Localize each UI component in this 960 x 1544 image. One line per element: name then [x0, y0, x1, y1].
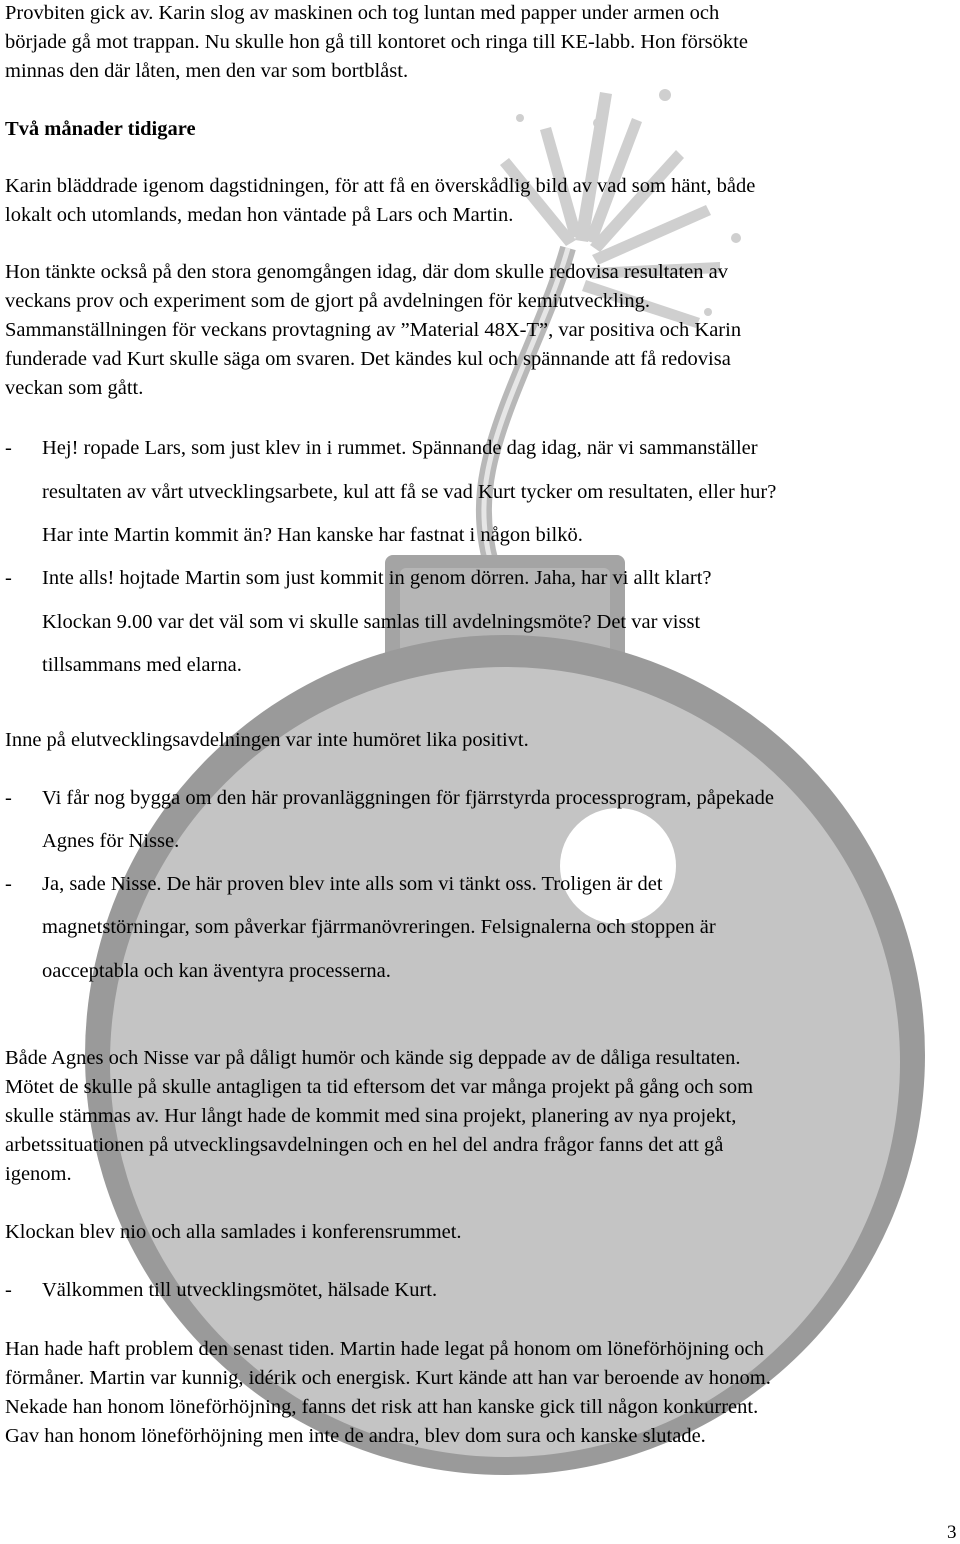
text-line: veckans prov och experiment som de gjort på avdelningen för kemiutveckling. [5, 290, 650, 312]
text-line: började gå mot trappan. Nu skulle hon gå till kontoret och ringa till KE-labb. Hon försökte [5, 31, 748, 53]
text-line: Vi får nog bygga om den här provanläggningen för fjärrstyrda processprogram, påpekade [42, 787, 774, 809]
text-line: Sammanställningen för veckans provtagning av ”Material 48X-T”, var positiva och Karin [5, 319, 742, 341]
text-line: Har inte Martin kommit än? Han kanske har fastnat i någon bilkö. [42, 524, 583, 546]
text-line: Provbiten gick av. Karin slog av maskinen och tog luntan med papper under armen och [5, 2, 720, 24]
text-line: funderade vad Kurt skulle säga om svaren. Det kändes kul och spännande att få redovisa [5, 348, 731, 370]
text-line: Nekade han honom löneförhöjning, fanns det risk att han kanske gick till någon konkurrent. [5, 1396, 759, 1418]
text-line: lokalt och utomlands, medan hon väntade på Lars och Martin. [5, 204, 514, 226]
text-line: Inne på elutvecklingsavdelningen var inte humöret lika positivt. [5, 729, 529, 751]
text-line: Karin bläddrade igenom dagstidningen, för att få en överskådlig bild av vad som hänt, både [5, 175, 756, 197]
page-number: 3 [947, 1522, 957, 1543]
text-line: Hej! ropade Lars, som just klev in i rummet. Spännande dag idag, när vi sammanställer [42, 437, 758, 459]
text-line: Mötet de skulle på skulle antagligen ta tid eftersom det var många projekt på gång och som [5, 1076, 754, 1098]
text-line: igenom. [5, 1163, 72, 1185]
text-line: Gav han honom löneförhöjning men inte de andra, blev dom sura och kanske slutade. [5, 1425, 706, 1447]
text-line: förmåner. Martin var kunnig, idérik och energisk. Kurt kände att han var beroende av honom. [5, 1367, 771, 1389]
text-line: Inte alls! hojtade Martin som just kommit in genom dörren. Jaha, har vi allt klart? [42, 567, 712, 589]
text-line: magnetstörningar, som påverkar fjärrmanövreringen. Felsignalerna och stoppen är [42, 916, 716, 938]
list-dash: - [5, 437, 12, 459]
text-line: tillsammans med elarna. [42, 654, 242, 676]
text-line: Ja, sade Nisse. De här proven blev inte alls som vi tänkt oss. Troligen är det [42, 873, 663, 895]
list-dash: - [5, 1279, 12, 1301]
text-line: Klockan blev nio och alla samlades i konferensrummet. [5, 1221, 462, 1243]
text-line: Välkommen till utvecklingsmötet, hälsade Kurt. [42, 1279, 438, 1301]
text-line: arbetssituationen på utvecklingsavdelningen och en hel del andra frågor fanns det att gå [5, 1134, 724, 1156]
list-dash: - [5, 873, 12, 895]
text-line: oacceptabla och kan äventyra processerna. [42, 960, 391, 982]
text-line: veckan som gått. [5, 377, 144, 399]
text-line: Hon tänkte också på den stora genomgången idag, där dom skulle redovisa resultaten av [5, 261, 728, 283]
text-line: resultaten av vårt utvecklingsarbete, kul att få se vad Kurt tycker om resultaten, eller hur? [42, 481, 777, 503]
text-line: Agnes för Nisse. [42, 830, 180, 852]
text-line: Han hade haft problem den senast tiden. Martin hade legat på honom om löneförhöjning och [5, 1338, 764, 1360]
list-dash: - [5, 787, 12, 809]
section-heading: Två månader tidigare [5, 118, 196, 140]
text-line: skulle stämmas av. Hur långt hade de kommit med sina projekt, planering av nya projekt, [5, 1105, 737, 1127]
list-dash: - [5, 567, 12, 589]
text-line: minnas den där låten, men den var som bortblåst. [5, 60, 409, 82]
text-line: Både Agnes och Nisse var på dåligt humör och kände sig deppade av de dåliga resultaten. [5, 1047, 741, 1069]
text-line: Klockan 9.00 var det väl som vi skulle samlas till avdelningsmöte? Det var visst [42, 611, 701, 633]
